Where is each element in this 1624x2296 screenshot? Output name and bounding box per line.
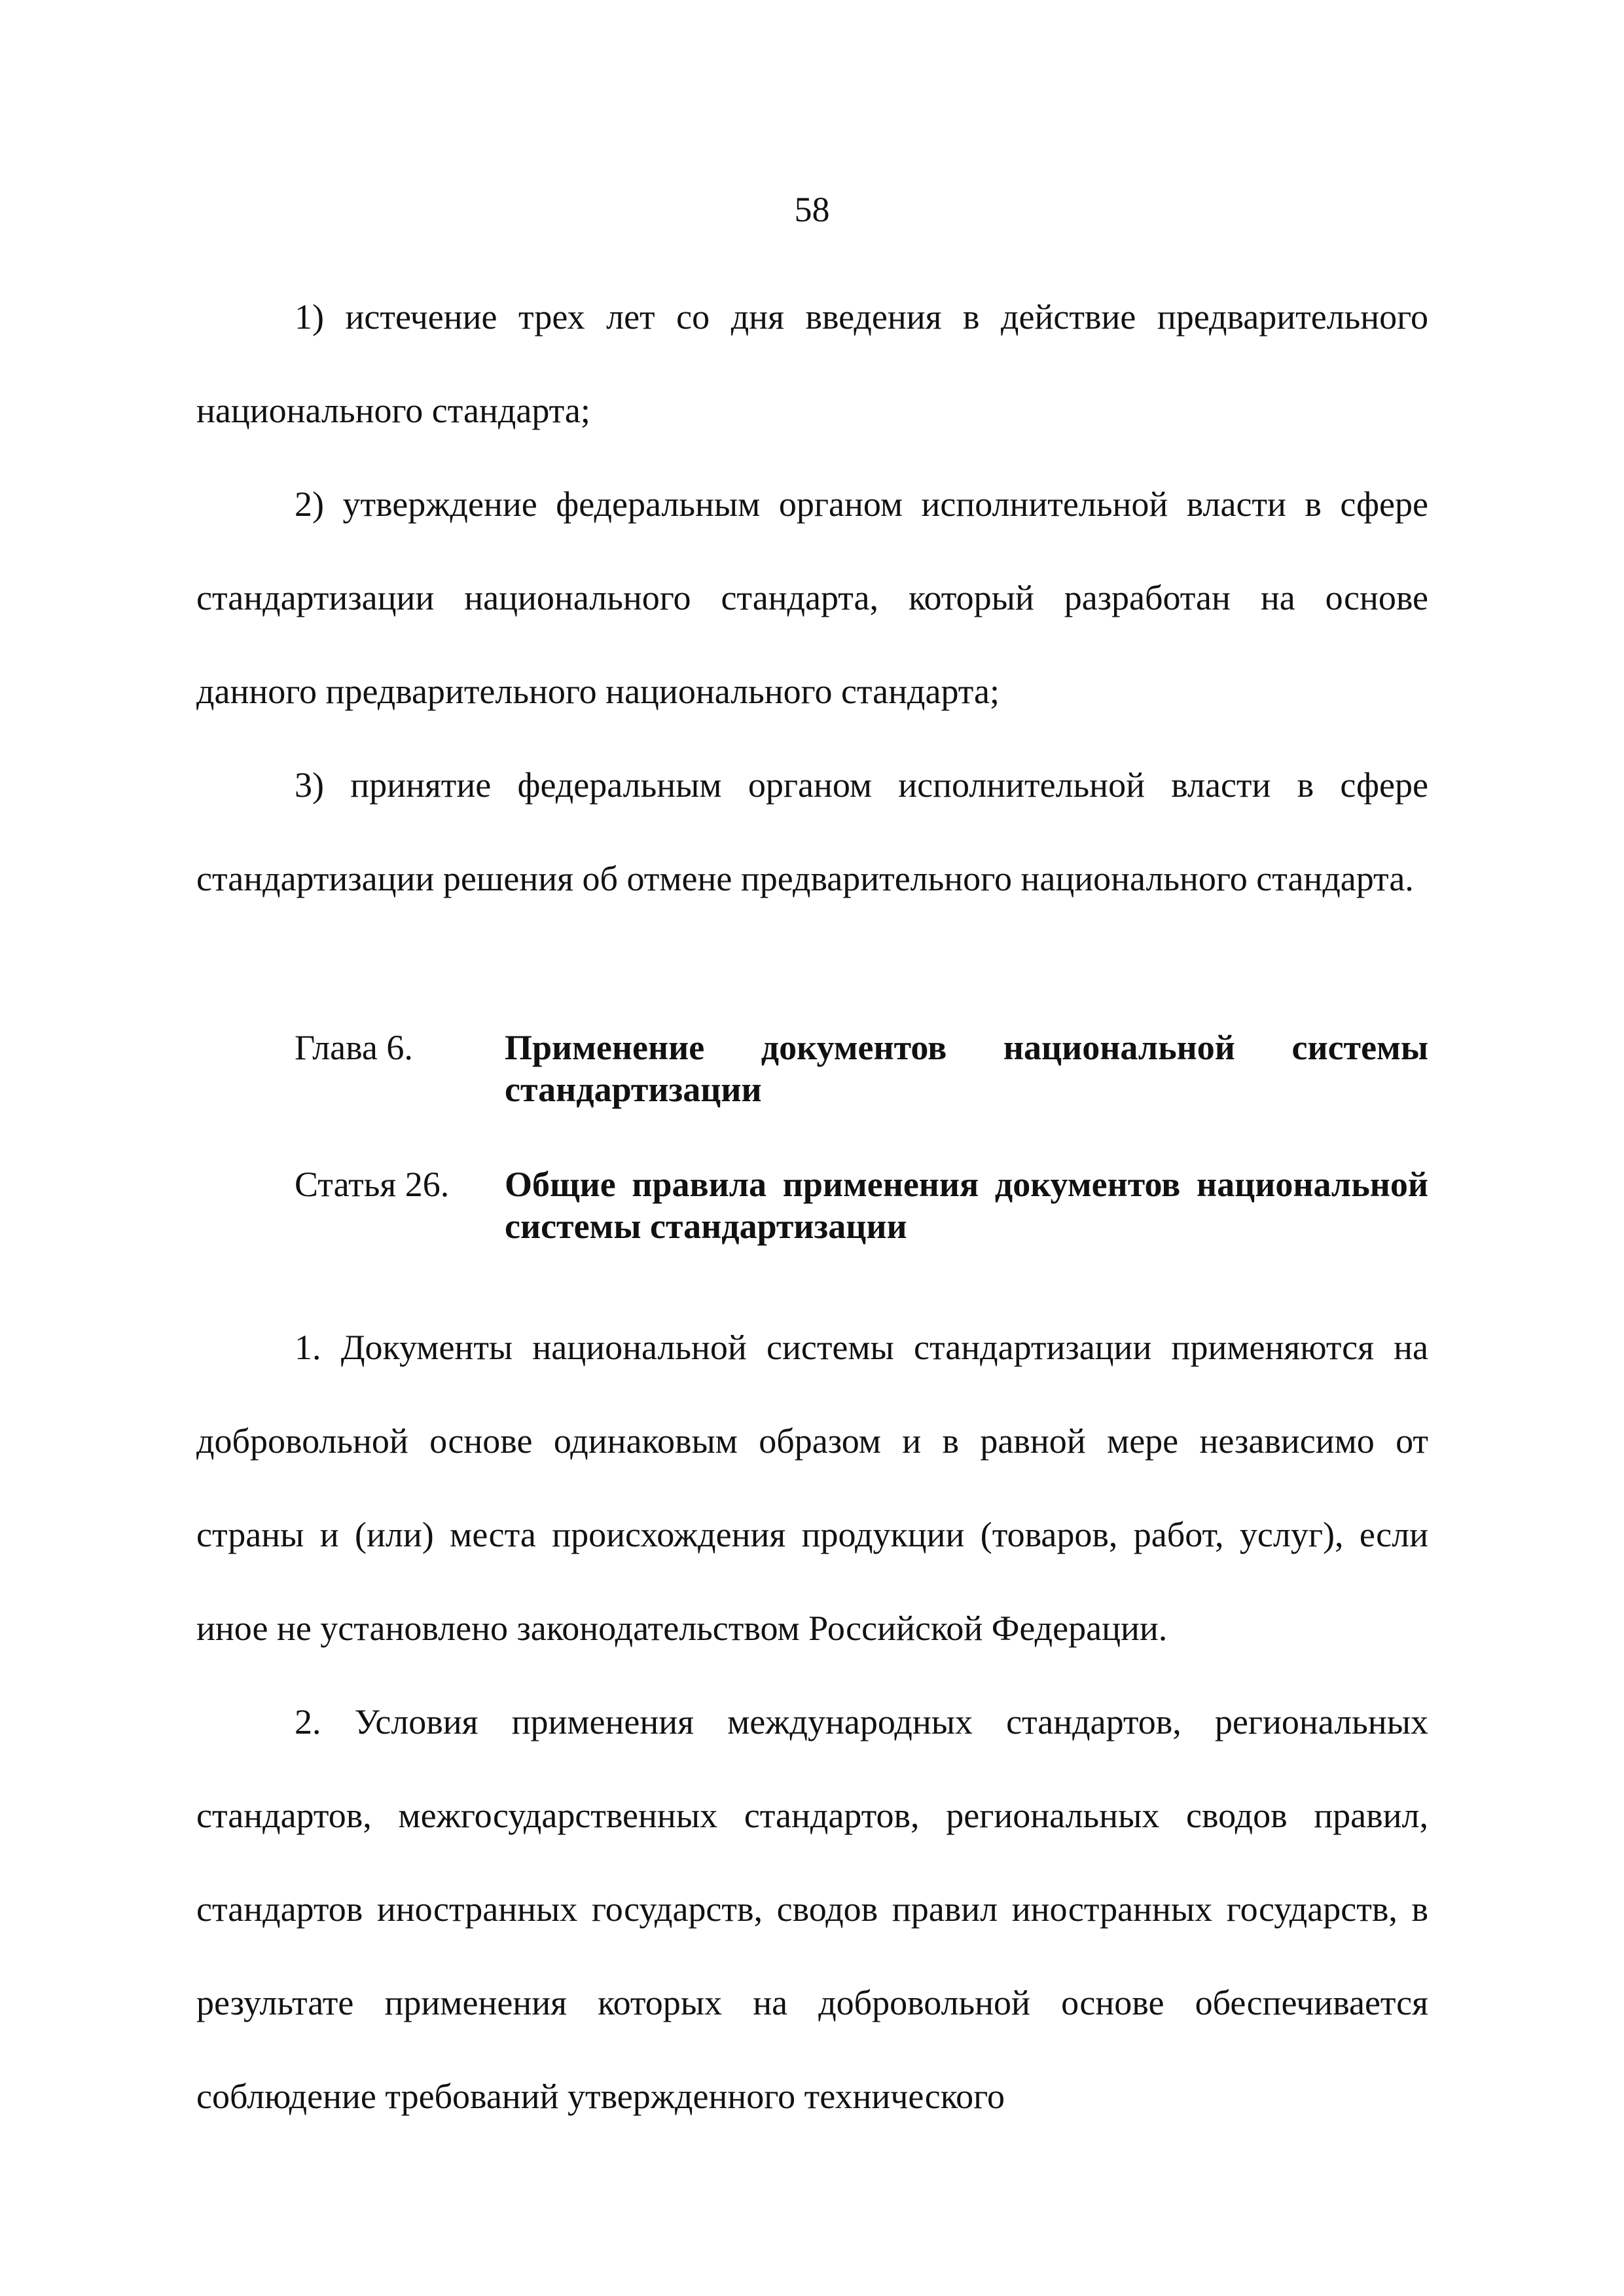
- page-number: 58: [794, 190, 830, 229]
- chapter-label: Глава 6.: [295, 1028, 413, 1067]
- list-item-3: 3) принятие федеральным органом исполнительной власти в сфере стандартизации решения об отмене предварительного национального стандарта.: [196, 765, 1428, 898]
- article-title: Общие правила применения документов национальной системы стандартизации: [505, 1165, 1428, 1246]
- list-item-2: 2) утверждение федеральным органом исполнительной власти в сфере стандартизации национального стандарта, который разработан на основе данного предварительного национального стандарта;: [196, 484, 1428, 711]
- list-item-1: 1) истечение трех лет со дня введения в действие предварительного национального стандарта;: [196, 297, 1428, 430]
- list-block: [196, 270, 1428, 926]
- article-body: [196, 1301, 1428, 2143]
- article-label: Статья 26.: [295, 1165, 450, 1204]
- chapter-title: Применение документов национальной системы стандартизации: [505, 1028, 1428, 1109]
- article-paragraph-2: 2. Условия применения международных стандартов, региональных стандартов, межгосударственных стандартов, региональных сводов правил, стандартов иностранных государств, сводов правил иностранных государств, в результате применения которых на добровольной основе обеспечивается соблюдение требований утвержденного технического: [196, 1702, 1428, 2116]
- article-paragraph-1: 1. Документы национальной системы стандартизации применяются на добровольной основе одинаковым образом и в равной мере независимо от страны и (или) места происхождения продукции (товаров, работ, услуг), если иное не установлено законодательством Российской Федерации.: [196, 1328, 1428, 1648]
